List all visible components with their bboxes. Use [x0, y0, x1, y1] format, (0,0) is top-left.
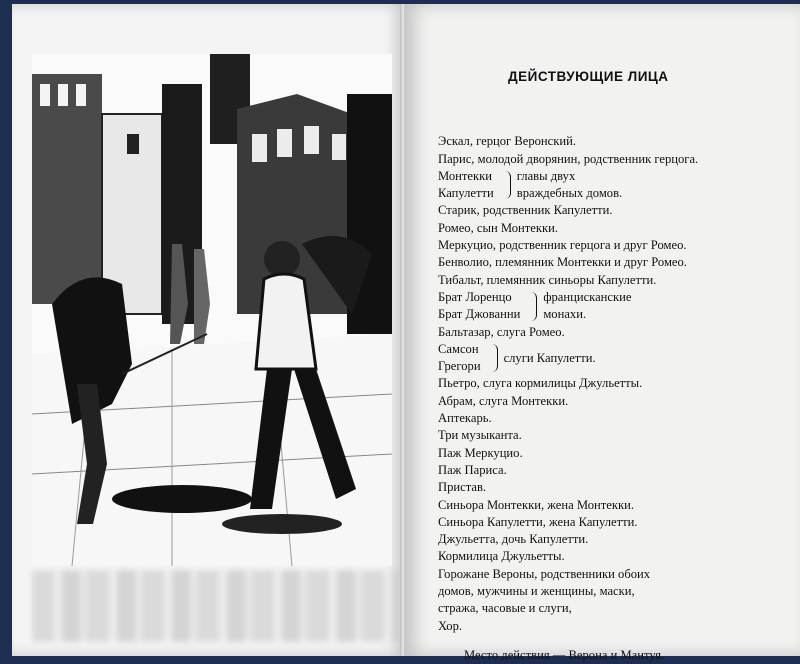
role-line: Бальтазар, слуга Ромео.	[438, 324, 565, 339]
role-line: Старик, родственник Капулетти.	[438, 203, 613, 218]
role-line: Меркуцио, родственник герцога и друг Ромео.	[438, 238, 687, 253]
setting-line: Место действия — Верона и Мантуя.	[464, 647, 665, 662]
role-line: Хор.	[438, 618, 463, 633]
role-line: Паж Париса.	[438, 462, 507, 477]
role-line: Бенволио, племянник Монтекки и друг Ромео.	[438, 255, 687, 270]
role-name: Брат Лоренцо	[438, 289, 512, 304]
role-line: Горожане Вероны, родственники обоих	[438, 566, 651, 581]
cast-list	[438, 68, 738, 664]
role-name: Брат Джованни	[438, 307, 521, 322]
page-title: ДЕЙСТВУЮЩИЕ ЛИЦА	[508, 69, 669, 84]
role-line: Паж Меркуцио.	[438, 445, 523, 460]
role-line: Тибальт, племянник синьоры Капулетти.	[438, 272, 657, 287]
role-name: Монтекки	[438, 168, 492, 183]
role-line: Эскал, герцог Веронский.	[438, 134, 577, 149]
role-group-friars	[438, 289, 738, 324]
role-line: Синьора Монтекки, жена Монтекки.	[438, 497, 634, 512]
blurred-caption-strip	[32, 570, 402, 642]
role-line: Кормилица Джульетты.	[438, 549, 565, 564]
left-page	[12, 4, 404, 656]
role-line: стража, часовые и слуги,	[438, 601, 572, 616]
role-line: Аптекарь.	[438, 411, 492, 426]
role-line: домов, мужчины и женщины, маски,	[438, 584, 635, 599]
role-name: Грегори	[438, 359, 481, 374]
role-name: Капулетти	[438, 186, 494, 201]
open-book	[12, 4, 800, 662]
role-line: Три музыканта.	[438, 428, 522, 443]
role-desc: слуги Капулетти.	[503, 350, 596, 365]
role-desc: монахи.	[543, 307, 587, 322]
role-group-heads	[438, 168, 738, 203]
role-line: Синьора Капулетти, жена Капулетти.	[438, 514, 638, 529]
role-line: Пристав.	[438, 480, 487, 495]
brace	[526, 292, 537, 321]
role-line: Джульетта, дочь Капулетти.	[438, 532, 589, 547]
duel-illustration	[32, 54, 392, 566]
role-line: Ромео, сын Монтекки.	[438, 220, 558, 235]
role-name: Самсон	[438, 341, 479, 356]
role-desc: францисканские	[543, 289, 632, 304]
role-group-servants	[438, 341, 738, 376]
role-desc: враждебных домов.	[516, 186, 623, 201]
sword-duel-illustration-icon	[32, 54, 392, 566]
role-line: Абрам, слуга Монтекки.	[438, 393, 569, 408]
brace	[500, 171, 511, 200]
role-desc: главы двух	[516, 168, 576, 183]
brace	[487, 344, 498, 373]
role-line: Парис, молодой дворянин, родственник герцога.	[438, 151, 699, 166]
role-line: Пьетро, слуга кормилицы Джульетты.	[438, 376, 643, 391]
